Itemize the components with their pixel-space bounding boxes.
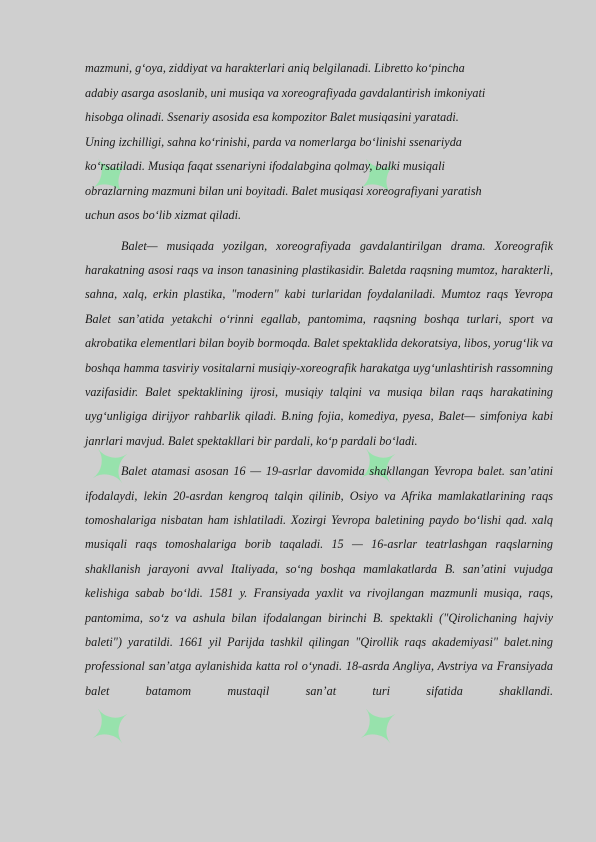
text-line: Uning izchilligi, sahna ko‘rinishi, parda va nomerlarga bo‘linishi ssenariyda [85, 134, 462, 149]
watermark-logo: ✦ [341, 427, 418, 508]
watermark-logo: ✦ [73, 427, 150, 508]
paragraph-balet-history: Balet atamasi asosan 16 — 19-asrlar davomida shakllangan Yevropa balet. san’atini ifodalaydi, lekin 20-asrdan kengroq talqin qilinib, Osiyo va Afrika mamlakatlarining raqs tomoshalariga nisbatan ham ishlatiladi. Xozirgi Yevropa baletining paydo bo‘lishi qad. xalq musiqali raqs tomoshalariga borib taqaladi. 15 — 16-asrlar teatrlashgan raqslarning shakllanish jarayoni avval Italiyada, so‘ng boshqa mamlakatlarda B. san’atini vujudga kelishiga sabab bo‘ldi. 1581 y. Fransiyada yaxlit va rivojlangan mazmunli musiqa, raqs, pantomima, so‘z va ashula bilan ifodalangan birinchi B. spektakli ("Qirolichaning hajviy baleti") yaratildi. 1661 yil Parijda tashkil qilingan "Qirollik raqs akademiyasi" balet.ning professional san’atga aylanishida katta rol o‘ynadi. 18-asrda Angliya, Avstriya va Fransiyada balet batamom mustaqil san’at turi sifatida shakllandi. [85, 464, 553, 698]
document-body [85, 56, 553, 703]
text-line: uchun asos bo‘lib xizmat qiladi. [85, 208, 242, 222]
text-line: obrazlarning mazmuni bilan uni boyitadi. Balet musiqasi xoreografiyani yaratish [85, 183, 482, 198]
watermark-logo: ✦ [73, 137, 150, 218]
intro-paragraph [85, 56, 553, 228]
watermark-logo: ✦ [341, 687, 418, 768]
paragraph-balet-definition: Balet— musiqada yozilgan, xoreografiyada gavdalantirilgan drama. Xoreografik harakatning asosi raqs va inson tanasining plastikasidir. Baletda raqsning mumtoz, harakterli, sahna, xalq, erkin plastika, "modern" kabi turlaridan foydalaniladi. Mumtoz raqs Yevropa Balet san’atida yetakchi o‘rinni egallab, pantomima, raqsning boshqa turlari, sport va akrobatika elementlari bilan boyib bormoqda. Balet spektaklida dekoratsiya, libos, yorug‘lik va boshqa hamma tasviriy vositalarni musiqiy-xoreografik harakatga uyg‘unlashtirish rassomning vazifasidir. Balet spektaklining ijrosi, musiqiy talqini va musiqa bilan raqs harakatining uyg‘unligiga dirijyor rahbarlik qiladi. B.ning fojia, komediya, pyesa, Balet— simfoniya kabi janrlari mavjud. Balet spektakllari bir pardali, ko‘p pardali bo‘ladi. [85, 238, 553, 448]
text-line: mazmuni, g‘oya, ziddiyat va harakterlari aniq belgilanadi. Libretto ko‘pincha [85, 61, 465, 75]
text-line: ko‘rsatiladi. Musiqa faqat ssenariyni ifodalabgina qolmay, balki musiqali [85, 159, 445, 173]
watermark-logo: ✦ [73, 687, 150, 768]
text-line: adabiy asarga asoslanib, uni musiqa va xoreografiyada gavdalantirish imkoniyati [85, 85, 486, 100]
watermark-logo: ✦ [341, 137, 418, 218]
text-line: hisobga olinadi. Ssenariy asosida esa kompozitor Balet musiqasini yaratadi. [85, 110, 459, 124]
